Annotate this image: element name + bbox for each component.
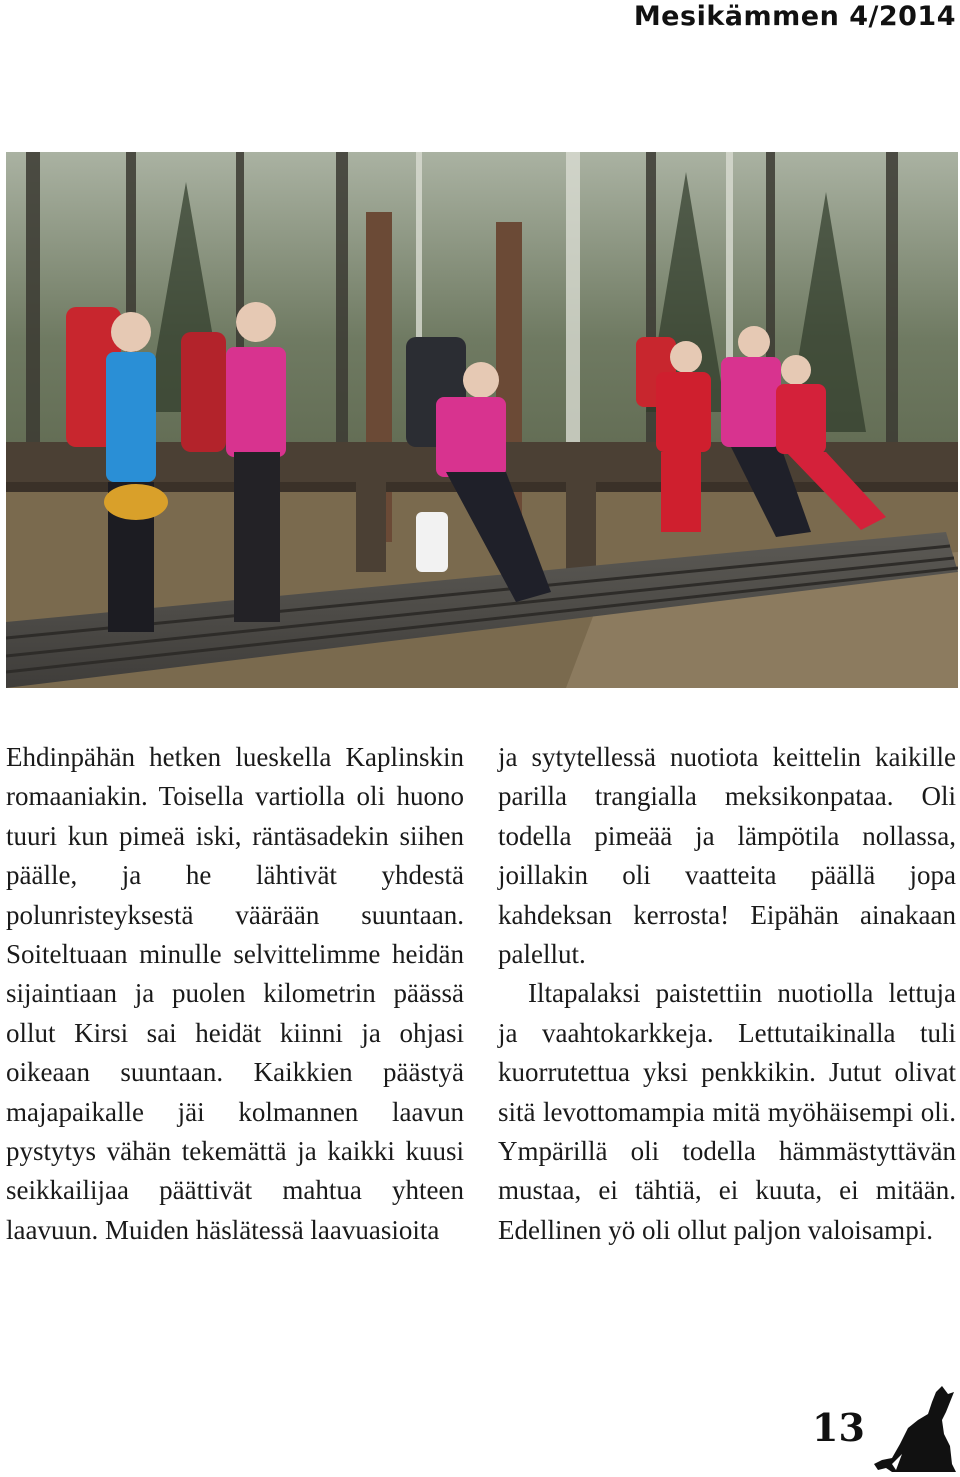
page-number: 13 xyxy=(812,1405,865,1450)
article-paragraph: ja sytytellessä nuotiota keittelin kaikille parilla trangialla meksikonpataa. Oli todella pimeää ja lämpötila nollassa, joillakin oli vaatteita päällä jopa kahdeksan kerrosta! Eipähän ainakaan palellut. xyxy=(498,742,956,970)
group-hike-photo xyxy=(6,152,958,688)
article-column-left xyxy=(6,738,464,1250)
article-column-right xyxy=(498,738,956,1250)
article-paragraph: Iltapalaksi paistettiin nuotiolla lettuja ja vaahtokarkkeja. Lettutaikinalla tuli kuorrutettua yksi penkkikin. Jutut olivat sitä levottomampia mitä myöhäisempi oli. Ympärillä oli todella hämmästyttävän mustaa, ei tähtiä, ei kuuta, ei mitään. Edellinen yö oli ollut paljon valoisampi. xyxy=(498,978,956,1245)
article-paragraph: Ehdinpähän hetken lueskella Kaplinskin romaaniakin. Toisella vartiolla oli huono tuuri kun pimeä iski, räntäsadekin siihen päälle, ja he lähtivät yhdestä polunristeyksestä väärään suuntaan. Soiteltuaan minulle selvittelimme heidän sijaintiaan ja puolen kilometrin päässä ollut Kirsi sai heidät kiinni ja ohjasi oikeaan suuntaan. Kaikkien päästyä majapaikalle jäi kolmannen laavun pystytys vähän tekemättä ja kaikki kuusi seikkailijaa päättivät mahtua yhteen laavuun. Muiden häslätessä laavuasioita xyxy=(6,742,464,1245)
howling-wolf-icon xyxy=(872,1384,956,1472)
magazine-header: Mesikämmen 4/2014 xyxy=(633,1,956,32)
